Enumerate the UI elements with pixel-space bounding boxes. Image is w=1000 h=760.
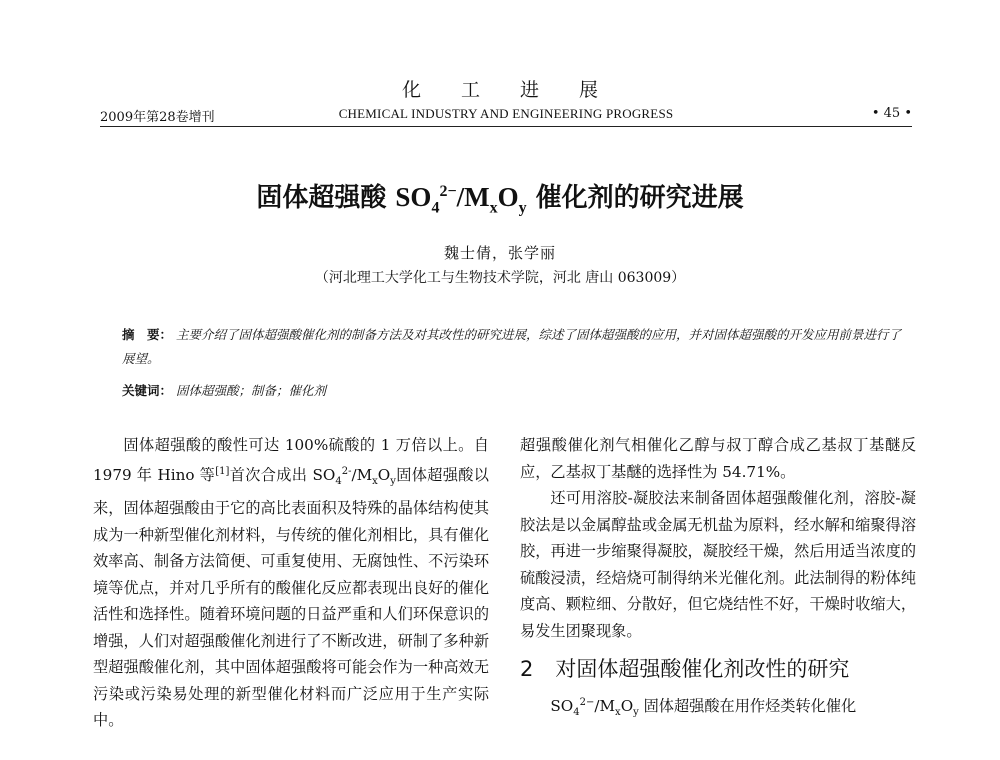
abstract-label: 摘 要： (122, 327, 173, 342)
title-prefix: 固体超强酸 (256, 183, 396, 213)
page-number: • 45 • (871, 106, 912, 121)
abstract (122, 323, 902, 371)
keywords-text: 固体超强酸；制备；催化剂 (176, 383, 327, 398)
left-column (93, 432, 489, 734)
intro-paragraph: 固体超强酸的酸性可达 100%硫酸的 1 万倍以上。自 1979 年 Hino 等[1]首次合成出 $SO_4^{2-}/M_xO_y$固体超强酸以来，固体超强酸由于它的高比表面积及特殊的晶体结构使其成为一种新型催化剂材料，与传统的催化剂相比，具有催化效率高、制备方法简便、可重复使用、无腐蚀性、不污染环境等优点，并对几乎所有的酸催化反应都表现出良好的催化活性和选择性。随着环境问题的日益严重和人们环保意识的增强，人们对超强酸催化剂进行了不断改进，研制了多种新型超强酸催化剂，其中固体超强酸将可能会作为一种高效无污染或污染易处理的新型催化材料而广泛应用于生产实际中。 (93, 436, 489, 730)
paper-title (0, 177, 1000, 217)
paragraph: 超强酸催化剂气相催化乙醇与叔丁醇合成乙基叔丁基醚反应，乙基叔丁基醚的选择性为 54.71%。 (520, 436, 916, 481)
journal-name-cn: 化工进展 (401, 79, 638, 101)
citation-ref: [1] (215, 465, 230, 477)
keywords-label: 关键词： (122, 383, 173, 398)
right-column (520, 432, 916, 727)
journal-name-en: CHEMICAL INDUSTRY AND ENGINEERING PROGRESS (338, 106, 674, 121)
paragraph: $SO_4^{2-}/M_xO_y$ 固体超强酸在用作烃类转化催化 (550, 697, 857, 719)
section-number: 2 (520, 657, 534, 681)
title-suffix: 催化剂的研究进展 (526, 183, 744, 213)
title-formula: $SO_4^{2-}/M_xO_y$ (395, 182, 527, 217)
keywords (122, 381, 902, 399)
affiliation: （河北理工大学化工与生物技术学院，河北 唐山 063009） (314, 270, 686, 286)
authors: 魏士倩，张学丽 (443, 244, 556, 262)
section-title: 对固体超强酸催化剂改性的研究 (555, 657, 850, 681)
issue-info: 2009年第28卷增刊 (100, 110, 215, 125)
running-header (100, 106, 912, 124)
header-rule (100, 126, 912, 127)
section-heading (520, 654, 916, 684)
paragraph: 还可用溶胶-凝胶法来制备固体超强酸催化剂，溶胶-凝胶法是以金属醇盐或金属无机盐为原料，经水解和缩聚得溶胶，再进一步缩聚得凝胶，凝胶经干燥，然后用适当浓度的硫酸浸渍，经焙烧可制得纳米光催化剂。此法制得的粉体纯度高、颗粒细、分散好，但它烧结性不好，干燥时收缩大，易发生团聚现象。 (520, 489, 916, 640)
abstract-text: 主要介绍了固体超强酸催化剂的制备方法及对其改性的研究进展，综述了固体超强酸的应用，并对固体超强酸的开发应用前景进行了展望。 (122, 327, 902, 366)
